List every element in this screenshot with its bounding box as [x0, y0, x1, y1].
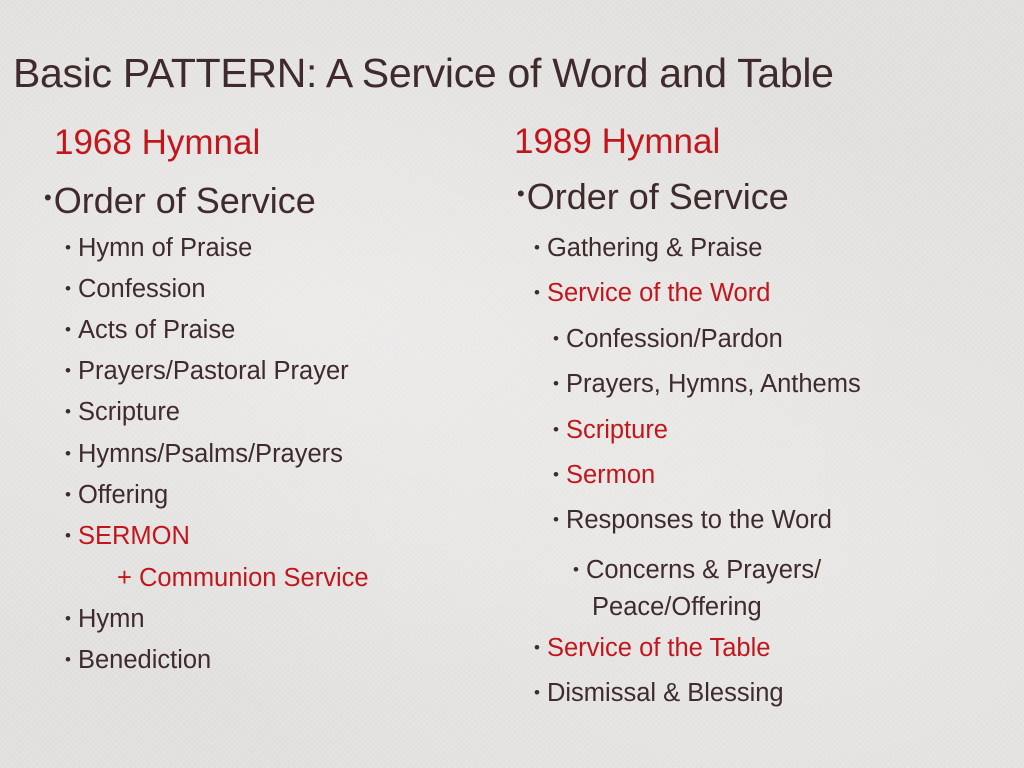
bullet-icon: • [65, 320, 71, 339]
right-list-item [534, 279, 770, 308]
bullet-icon: • [65, 444, 71, 463]
bullet-icon: • [534, 283, 540, 302]
right-list-item [553, 506, 832, 535]
right-section-heading [517, 176, 789, 218]
left-list-item [65, 234, 252, 263]
left-column-heading: 1968 Hymnal [54, 123, 261, 162]
right-list-item [553, 325, 783, 354]
bullet-icon: • [534, 683, 540, 702]
list-item-label: Acts of Praise [77, 316, 236, 344]
left-list-item [65, 481, 168, 510]
right-list-item [534, 634, 770, 663]
list-item-label: Service of the Table [546, 634, 771, 662]
slide-title: Basic PATTERN: A Service of Word and Table [13, 50, 834, 96]
right-list-item [534, 679, 784, 708]
left-list-item [65, 357, 349, 386]
list-item-label: Scripture [565, 416, 668, 444]
bullet-icon: • [65, 526, 71, 545]
bullet-icon: • [553, 465, 559, 484]
left-list-item [65, 605, 145, 634]
list-item-label: Prayers/Pastoral Prayer [77, 357, 349, 385]
bullet-icon: • [65, 361, 71, 380]
list-item-label: Prayers, Hymns, Anthems [565, 370, 861, 398]
list-item-label: Hymn [77, 605, 145, 633]
left-section-label: Order of Service [53, 180, 316, 221]
list-item-label: Service of the Word [546, 279, 771, 307]
right-list-item [553, 416, 668, 445]
list-item-label: Sermon [565, 461, 656, 489]
list-item-label: Hymns/Psalms/Prayers [77, 440, 343, 468]
left-list-item [65, 440, 343, 469]
bullet-icon: • [517, 181, 525, 206]
right-list-item-concerns [573, 551, 821, 626]
bullet-icon: • [65, 650, 71, 669]
left-list-item-communion: + Communion Service [117, 564, 369, 592]
bullet-icon: • [65, 485, 71, 504]
left-list-item [65, 316, 235, 345]
right-section-label: Order of Service [526, 176, 789, 217]
left-list-item [65, 275, 206, 304]
bullet-icon: • [553, 329, 559, 348]
list-item-label: Dismissal & Blessing [546, 679, 784, 707]
bullet-icon: • [534, 238, 540, 257]
left-section-heading [44, 180, 316, 222]
bullet-icon: • [44, 185, 52, 210]
right-list-item [553, 461, 655, 490]
bullet-icon: • [553, 374, 559, 393]
left-list-item-sermon [65, 522, 190, 551]
bullet-icon: • [65, 279, 71, 298]
left-list-item [65, 398, 180, 427]
list-item-label: Hymn of Praise [77, 234, 253, 262]
right-column-heading: 1989 Hymnal [514, 122, 721, 161]
list-item-label: Benediction [77, 646, 212, 674]
right-list-item [534, 234, 762, 263]
right-list-item [553, 370, 861, 399]
list-item-label: Responses to the Word [565, 506, 832, 534]
bullet-icon: • [65, 238, 71, 257]
list-item-label: Confession [77, 275, 206, 303]
list-item-label: SERMON [77, 522, 190, 550]
left-list-item [65, 646, 211, 675]
bullet-icon: • [553, 420, 559, 439]
bullet-icon: • [573, 560, 579, 579]
bullet-icon: • [65, 402, 71, 421]
list-item-label: Scripture [77, 398, 180, 426]
bullet-icon: • [65, 609, 71, 628]
list-item-label-continued: Peace/Offering [592, 593, 762, 621]
list-item-label: Offering [77, 481, 169, 509]
list-item-label: Gathering & Praise [546, 234, 763, 262]
bullet-icon: • [553, 510, 559, 529]
bullet-icon: • [534, 638, 540, 657]
list-item-label: Concerns & Prayers/ [585, 556, 822, 584]
list-item-label: Confession/Pardon [565, 325, 783, 353]
